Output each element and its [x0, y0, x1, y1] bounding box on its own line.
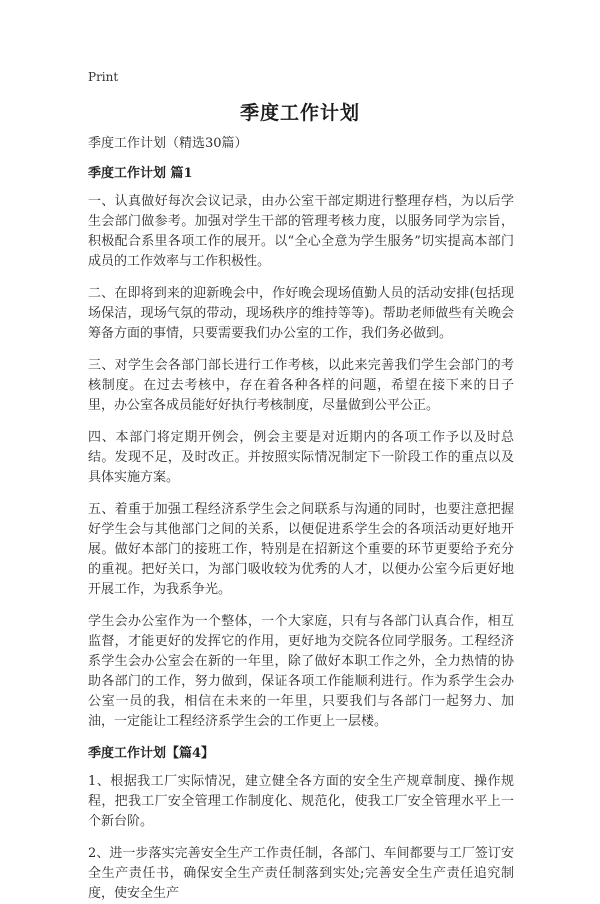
paragraph: 1、根据我工厂实际情况，建立健全各方面的安全生产规章制度、操作规程，把我工厂安全管理工作制度化、规范化，使我工厂安全管理水平上一个新台阶。 — [88, 774, 514, 829]
paragraph: 一、认真做好每次会议记录，由办公室干部定期进行整理存档，为以后学生会部门做参考。加强对学生干部的管理考核力度，以服务同学为宗旨，积极配合系里各项工作的展开。以“全心全意为学生服务”切实提高本部门成员的工作效率与工作积极性。 — [88, 194, 514, 269]
document-subtitle: 季度工作计划（精选30篇） — [88, 136, 248, 151]
section-2 — [88, 744, 514, 904]
section-heading: 季度工作计划 篇1 — [88, 166, 193, 181]
print-link[interactable]: Print — [88, 70, 119, 84]
document-body — [88, 134, 514, 904]
paragraph: 四、本部门将定期开例会，例会主要是对近期内的各项工作予以及时总结。发现不足，及时改正。并按照实际情况制定下一阶段工作的重点以及具体实施方案。 — [88, 430, 514, 485]
section-1 — [88, 164, 514, 732]
section-heading: 季度工作计划【篇4】 — [88, 746, 215, 761]
paragraph: 二、在即将到来的迎新晚会中，作好晚会现场值勤人员的活动安排(包括现场保洁，现场气氛的带动，现场秩序的维持等等)。帮助老师做些有关晚会筹备方面的事情，只要需要我们办公室的工作，我们务必做到。 — [88, 286, 514, 341]
paragraph: 学生会办公室作为一个整体，一个大家庭，只有与各部门认真合作，相互监督，才能更好的发挥它的作用，更好地为交院各位同学服务。工程经济系学生会办公室会在新的一年里，除了做好本职工作之外，全力热情的协助各部门的工作，努力做到，保证各项工作能顺利进行。作为系学生会办公室一员的我，相信在未来的一年里，只要我们与各部门一起努力、加油，一定能让工程经济系学生会的工作更上一层楼。 — [88, 614, 514, 729]
paragraph: 三、对学生会各部门部长进行工作考核，以此来完善我们学生会部门的考核制度。在过去考核中，存在着各种各样的问题，希望在接下来的日子里，办公室各成员能好好执行考核制度，尽量做到公平公正。 — [88, 358, 514, 413]
page-title: 季度工作计划 — [239, 102, 360, 124]
paragraph: 五、着重于加强工程经济系学生会之间联系与沟通的同时，也要注意把握好学生会与其他部门之间的关系，以便促进系学生会的各项活动更好地开展。做好本部门的接班工作，特别是在招新这个重要的环节更要给予充分的重视。把好关口，为部门吸收较为优秀的人才，以便办公室今后更好地开展工作，为我系争光。 — [88, 502, 514, 597]
paragraph: 2、进一步落实完善安全生产工作责任制，各部门、车间都要与工厂签订安全生产责任书，确保安全生产责任制落到实处;完善安全生产责任追究制度，使安全生产 — [88, 846, 514, 901]
